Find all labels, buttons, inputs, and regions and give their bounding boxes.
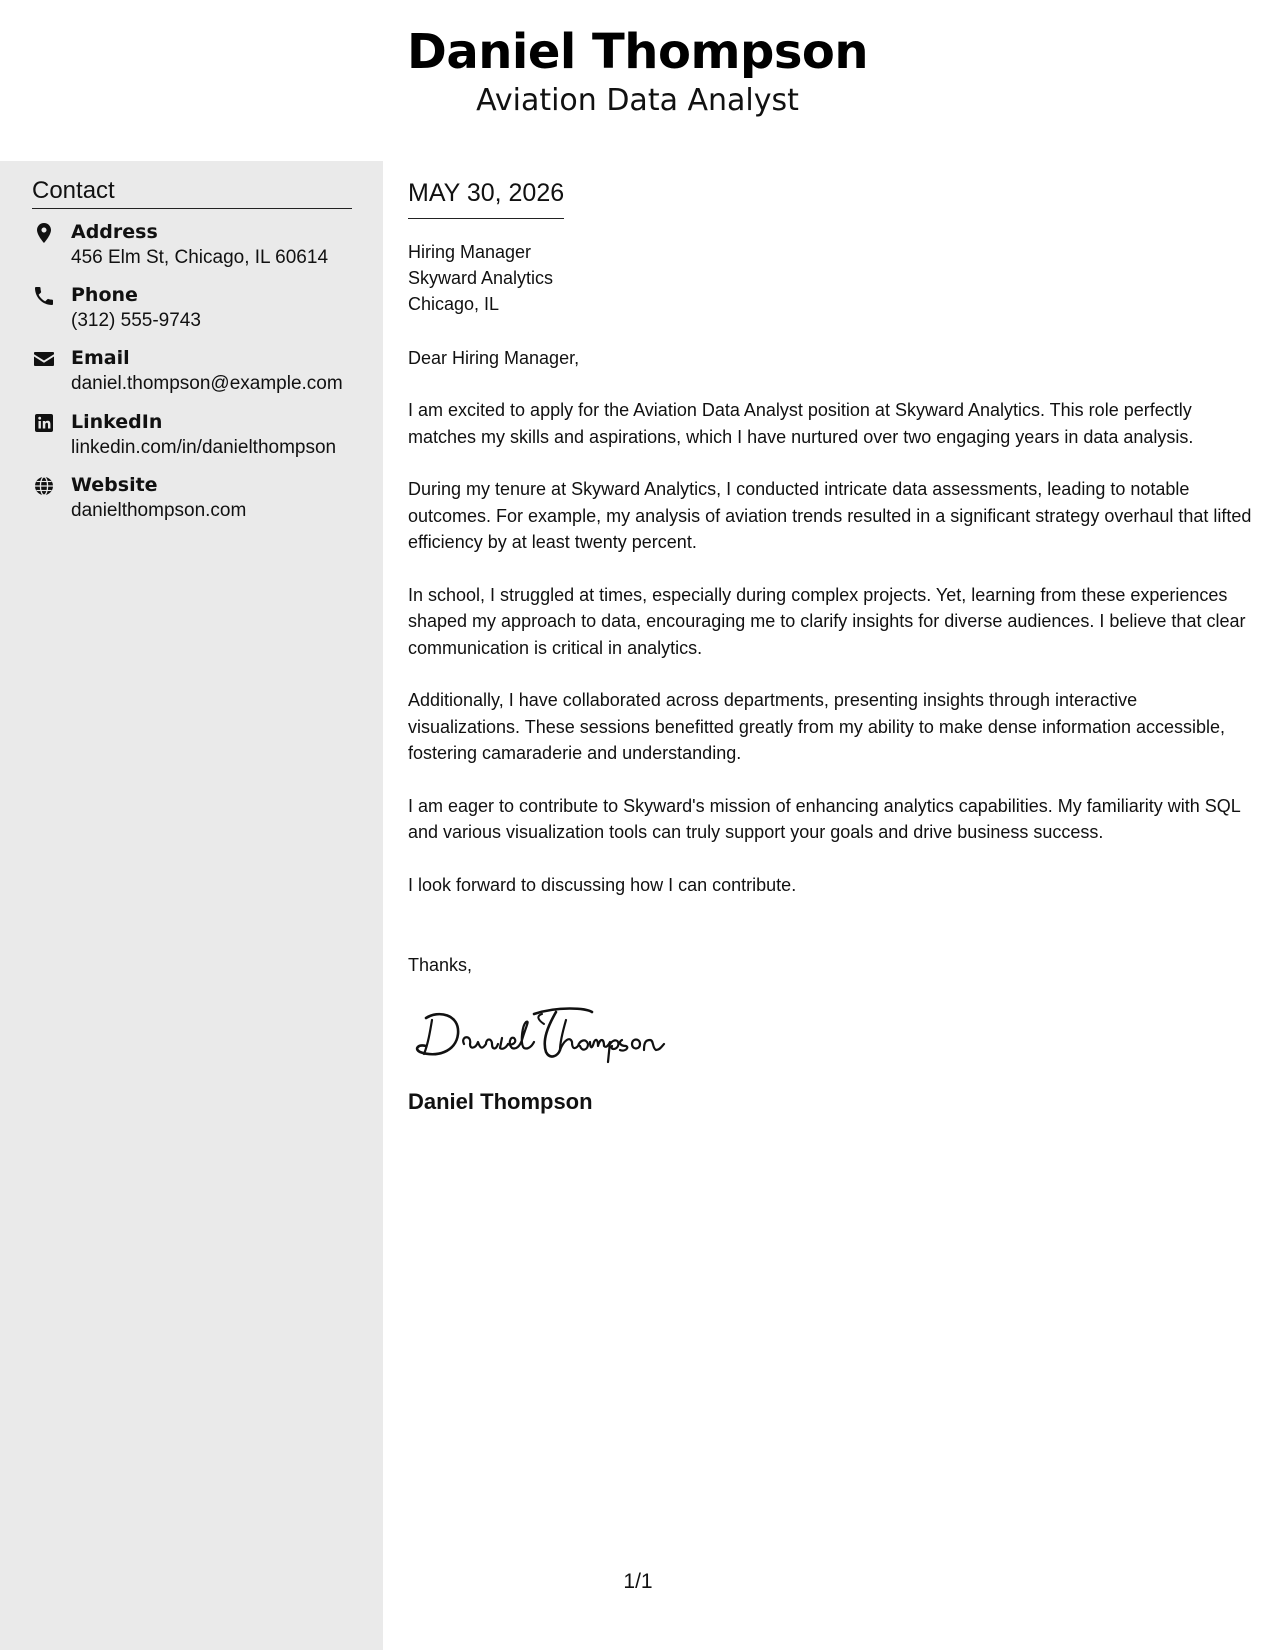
salutation: Dear Hiring Manager, <box>408 348 580 368</box>
letter-date: MAY 30, 2026 <box>408 176 564 219</box>
letter-body <box>408 176 1253 1116</box>
contact-label: Email <box>71 347 130 369</box>
signer-name: Daniel Thompson <box>408 1089 593 1114</box>
body-paragraph: I am excited to apply for the Aviation Data Analyst position at Skyward Analytics. This role perfectly matches my skills and aspirations, which I have nurtured over two engaging years in data analysis. <box>408 400 1194 447</box>
body-paragraph: During my tenure at Skyward Analytics, I conducted intricate data assessments, leading to notable outcomes. For example, my analysis of aviation trends resulted in a significant strategy overhaul that lifted efficiency by at least twenty percent. <box>408 479 1252 552</box>
applicant-title: Aviation Data Analyst <box>476 83 799 118</box>
closing: Thanks, <box>408 955 473 975</box>
body-paragraph: In school, I struggled at times, especially during complex projects. Yet, learning from these experiences shaped my approach to data, encouraging me to clarify insights for diverse audiences. I believe that clear communication is critical in analytics. <box>408 584 1246 658</box>
contact-heading: Contact <box>32 176 352 209</box>
map-pin-icon <box>32 221 56 245</box>
recipient-line: Chicago, IL <box>408 294 500 314</box>
envelope-icon <box>32 347 56 371</box>
phone-icon <box>32 284 56 308</box>
body-paragraph: I look forward to discussing how I can contribute. <box>408 874 797 895</box>
contact-label: LinkedIn <box>71 411 163 433</box>
recipient-block <box>408 239 1253 317</box>
body-paragraph: I am eager to contribute to Skyward's mission of enhancing analytics capabilities. My familiarity with SQL and various visualization tools can truly support your goals and drive business success. <box>408 795 1241 842</box>
contact-item-linkedin <box>32 409 372 465</box>
linkedin-value: linkedin.com/in/danielthompson <box>71 437 337 458</box>
contact-item-website <box>32 472 372 528</box>
contact-label: Phone <box>71 284 138 306</box>
linkedin-icon <box>32 411 56 435</box>
phone-value: (312) 555-9743 <box>71 310 201 331</box>
recipient-line: Hiring Manager <box>408 242 532 262</box>
contact-label: Website <box>71 474 158 496</box>
contact-label: Address <box>71 221 158 243</box>
recipient-line: Skyward Analytics <box>408 268 554 288</box>
globe-icon <box>32 474 56 498</box>
body-paragraph: Additionally, I have collaborated across departments, presenting insights through interactive visualizations. These sessions benefitted greatly from my ability to make dense information accessible, fostering camaraderie and understanding. <box>408 690 1226 763</box>
website-value: danielthompson.com <box>71 500 247 521</box>
handwritten-signature <box>408 1000 688 1070</box>
email-value: daniel.thompson@example.com <box>71 373 343 394</box>
contact-item-address <box>32 219 372 275</box>
letter-header <box>0 0 1275 160</box>
applicant-name: Daniel Thompson <box>406 24 869 80</box>
page-number: 1/1 <box>623 1570 653 1593</box>
contact-item-email <box>32 345 372 401</box>
contact-item-phone <box>32 282 372 338</box>
address-value: 456 Elm St, Chicago, IL 60614 <box>71 247 329 268</box>
